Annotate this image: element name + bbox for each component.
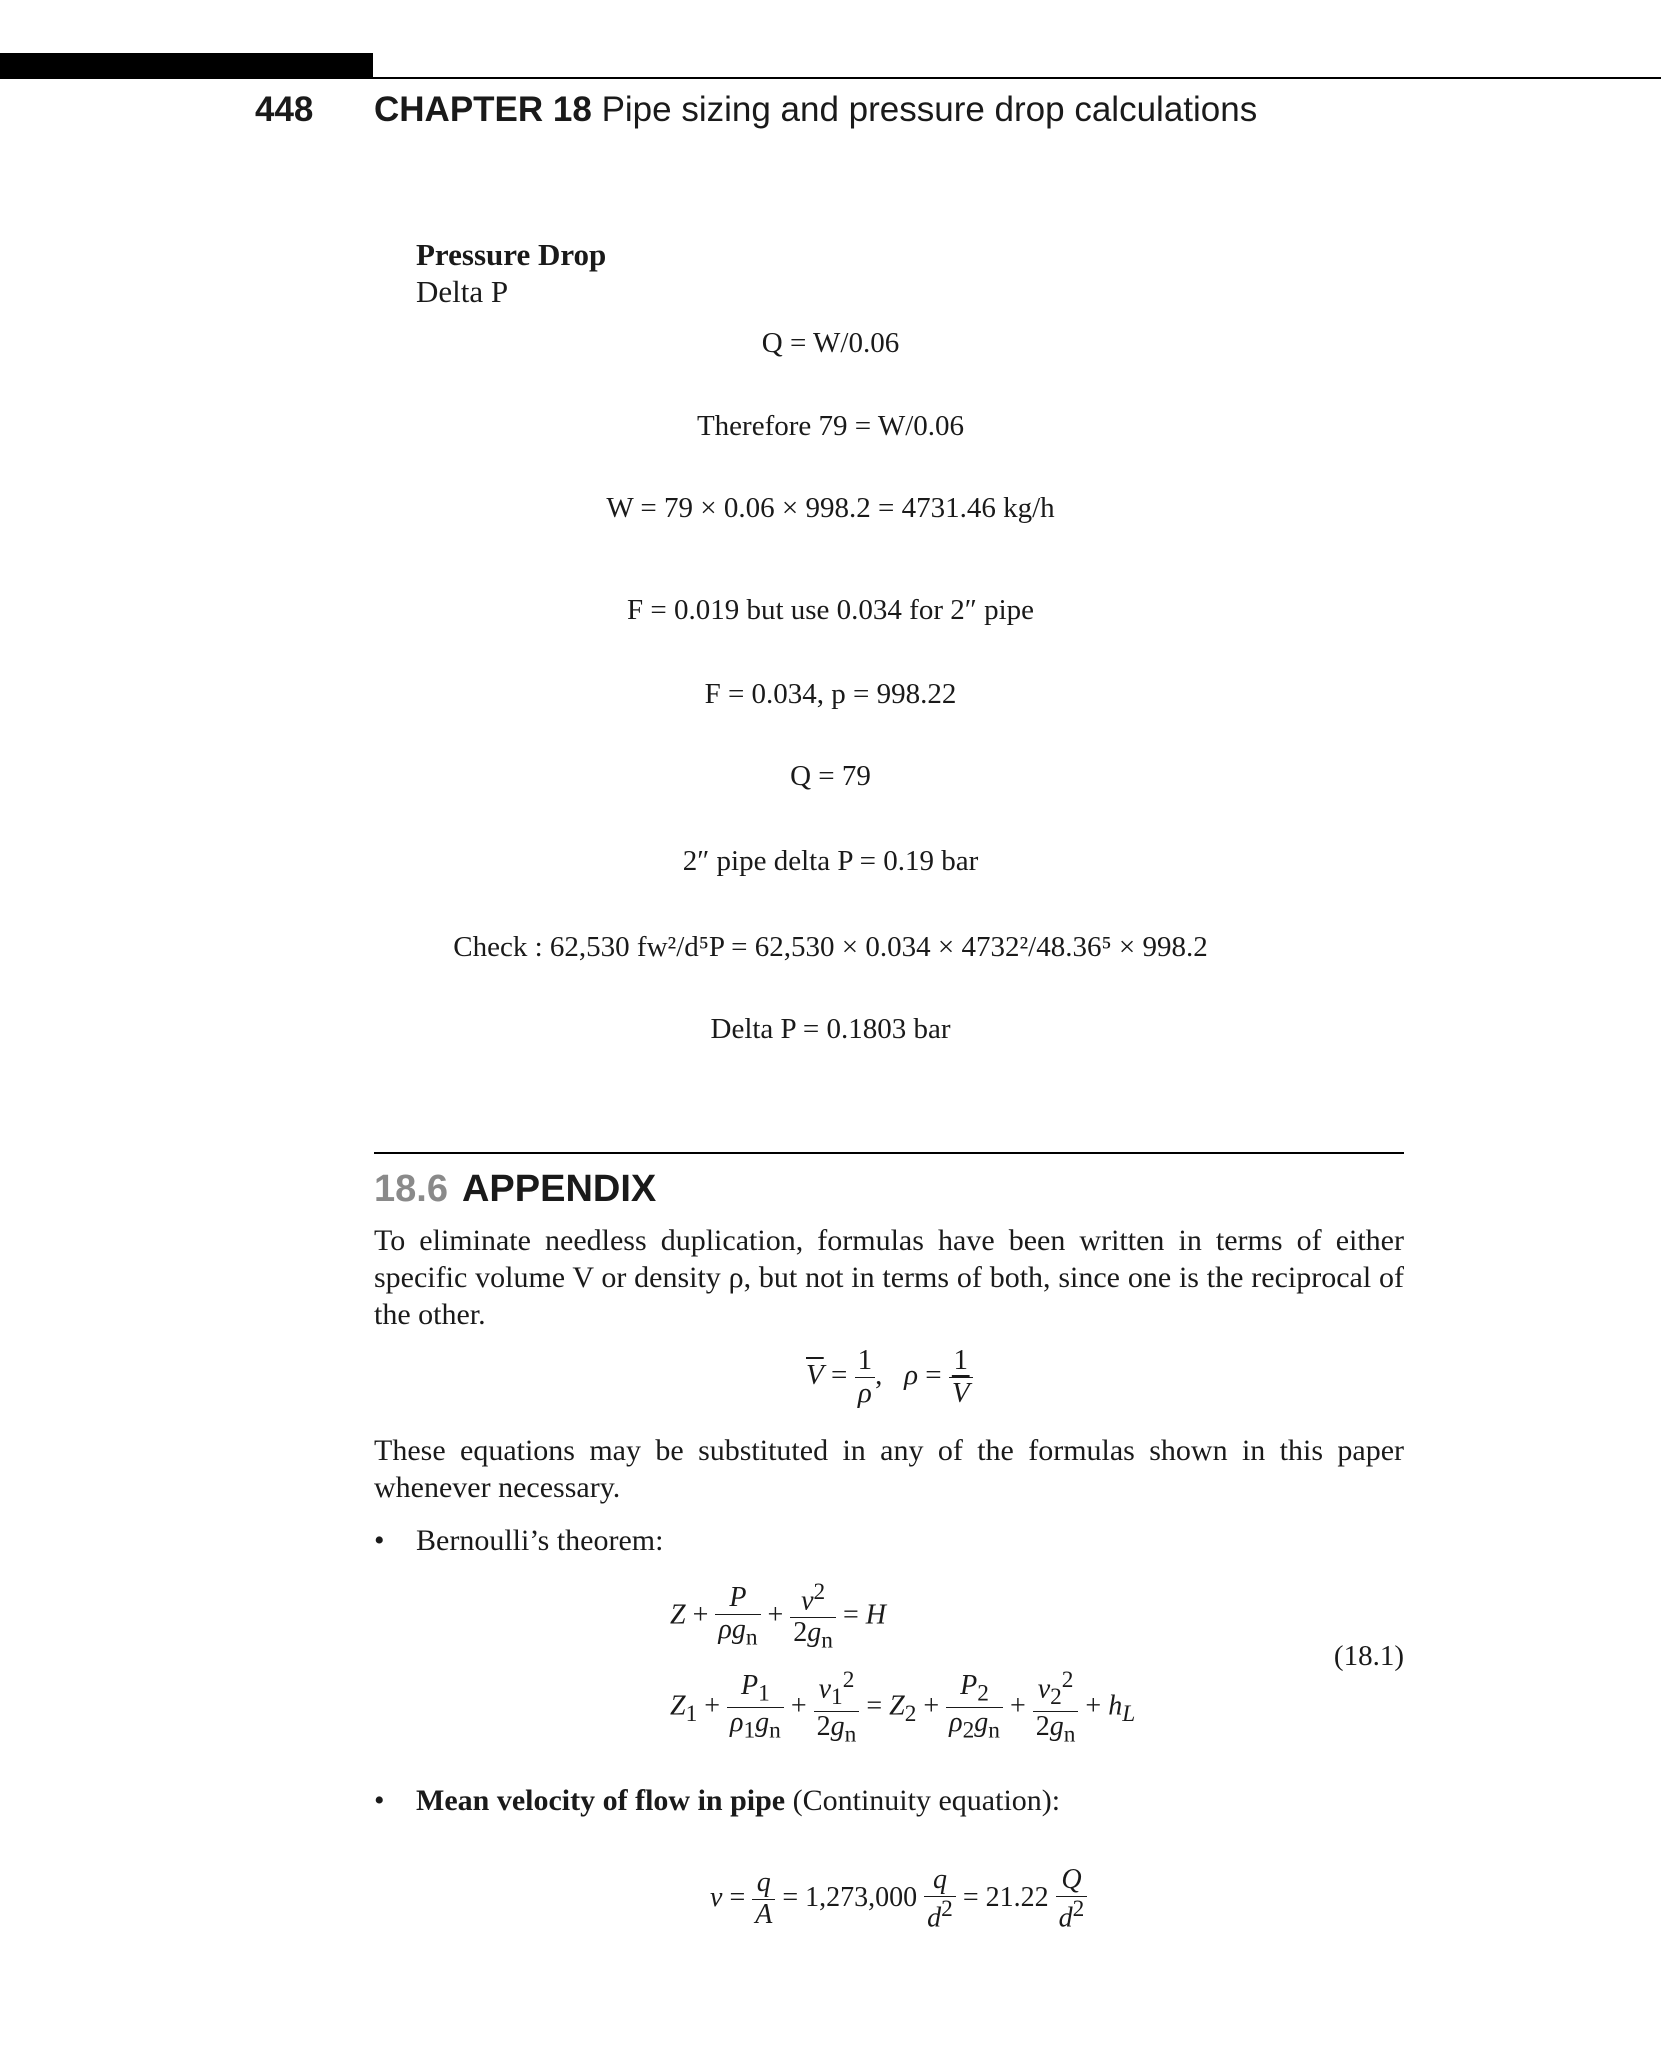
chapter-title: Pipe sizing and pressure drop calculations (601, 90, 1258, 129)
running-head (374, 90, 1257, 130)
bernoulli-equation-2: $Z_1$ + $\frac{P_1}{\rho_1g_n}$ + $\frac{v_1^2}{2g_n}$ = $Z_2$ + $\frac{P_2}{\rho_2g_n}$ + $\frac{v_2^2}{2g_n}$ + $h_L$ (670, 1667, 1136, 1748)
continuity-equation: v = $\frac{q}{A}$ = 1,273,000 $\frac{q}{d^2}$ = 21.22 $\frac{Q}{d^2}$ (710, 1865, 1087, 1934)
equation-f-p: F = 0.034, p = 998.22 (704, 678, 957, 710)
section-title: APPENDIX (461, 1168, 657, 1210)
equation-number: (18.1) (1333, 1640, 1404, 1672)
reciprocal-equations: $\overline{V}$ = $\frac{1}{\rho}$ , ρ = $\frac{1}{V}$ (806, 1345, 973, 1410)
chapter-label: CHAPTER 18 (374, 90, 592, 129)
section-rule (374, 1152, 1404, 1154)
bullet-dot: • (374, 1784, 385, 1817)
header-bar (0, 53, 373, 79)
header-rule (373, 77, 1661, 79)
section-heading (374, 1168, 656, 1211)
bullet-mean-velocity-rest: (Continuity equation): (785, 1784, 1061, 1817)
delta-p-subheading: Delta P (416, 274, 509, 309)
pressure-drop-heading: Pressure Drop (416, 237, 607, 272)
equation-delta-p-result: Delta P = 0.1803 bar (710, 1013, 951, 1045)
bullet-dot: • (374, 1524, 385, 1557)
page-number: 448 (255, 90, 314, 129)
bullet-mean-velocity (416, 1784, 1060, 1818)
equation-check: Check : 62,530 fw²/d⁵P = 62,530 × 0.034 × 4732²/48.36⁵ × 998.2 (453, 931, 1208, 963)
bullet-bernoulli: Bernoulli’s theorem: (416, 1524, 664, 1557)
equation-q: Q = W/0.06 (761, 327, 900, 359)
equation-therefore: Therefore 79 = W/0.06 (696, 410, 965, 442)
appendix-paragraph-1: To eliminate needless duplication, formulas have been written in terms of either specific volume V or density ρ, but not in terms of both, since one is the reciprocal of the other. (374, 1224, 1404, 1331)
section-number: 18.6 (374, 1168, 448, 1210)
equation-q-value: Q = 79 (790, 760, 871, 792)
bullet-mean-velocity-bold: Mean velocity of flow in pipe (416, 1784, 786, 1817)
equation-w: W = 79 × 0.06 × 998.2 = 4731.46 kg/h (606, 492, 1055, 524)
equation-delta-p: 2″ pipe delta P = 0.19 bar (682, 845, 979, 877)
appendix-paragraph-2: These equations may be substituted in any of the formulas shown in this paper whenever necessary. (374, 1434, 1404, 1504)
bernoulli-equation-1: Z + $\frac{P}{\rho g_n}$ + $\frac{v^2}{2g_n}$ = H (670, 1579, 886, 1654)
equation-f: F = 0.019 but use 0.034 for 2″ pipe (626, 594, 1035, 626)
